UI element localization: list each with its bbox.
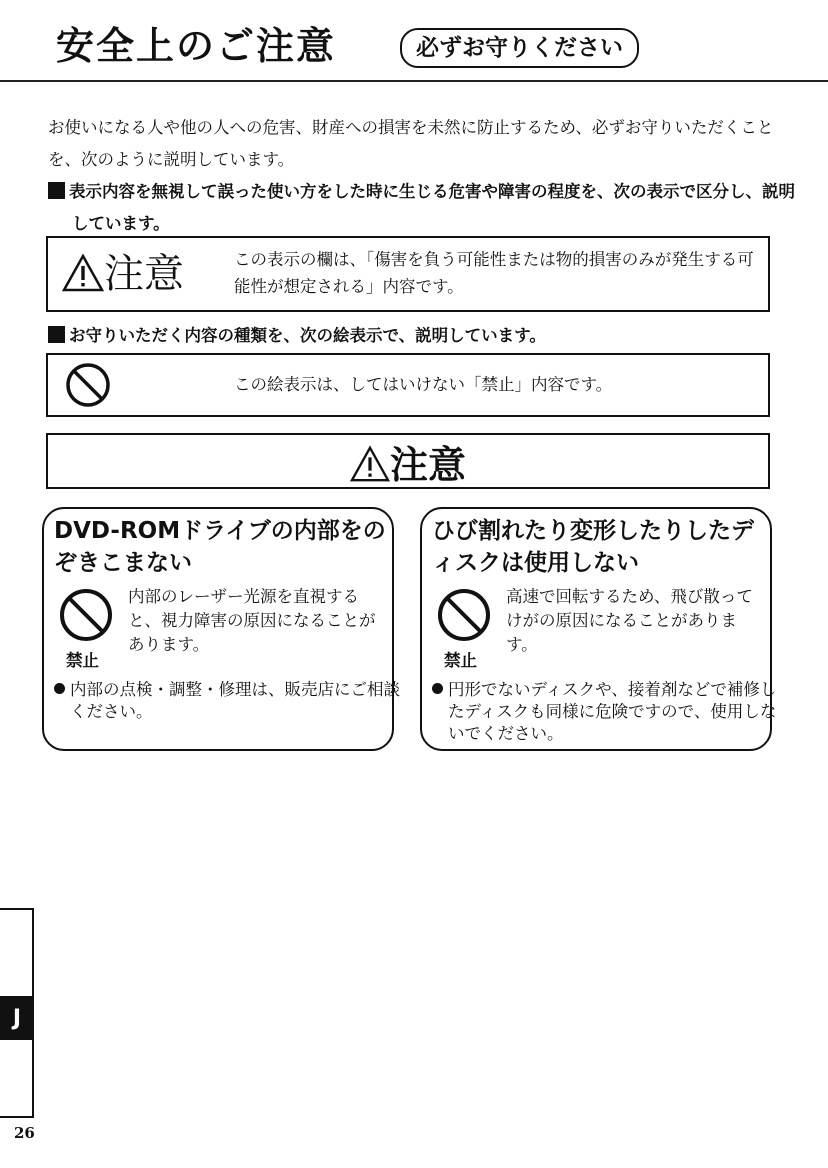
side-tab-upper — [0, 908, 34, 998]
caution-legend-heading — [62, 246, 184, 302]
caution-card-disc — [420, 507, 777, 751]
square-bullet-icon — [48, 182, 65, 199]
caution-banner-heading — [350, 434, 466, 489]
prohibition-icon — [58, 587, 114, 643]
prohibition-legend-box — [46, 353, 770, 417]
section-severity-text: 表示内容を無視して誤った使い方をした時に生じる危害や障害の程度を、次の表示で区分し、説明しています。 — [69, 182, 795, 233]
card-note — [54, 679, 406, 723]
card-note-text: 円形でないディスクや、接着剤などで補修したディスクも同様に危険ですので、使用しないでください。 — [448, 680, 777, 743]
warning-triangle-icon — [62, 253, 104, 293]
caution-card-laser — [42, 507, 400, 751]
language-tab-j: J — [0, 998, 34, 1038]
section-symbol-types — [48, 320, 802, 352]
side-tab-lower — [0, 1038, 34, 1118]
prohibition-icon — [436, 587, 492, 643]
prohibition-icon — [64, 361, 112, 409]
card-note — [432, 679, 784, 745]
caution-legend-description: この表示の欄は、「傷害を負う可能性または物的損害のみが発生する可能性が想定される」内容です。 — [234, 250, 754, 296]
bullet-dot-icon — [54, 683, 65, 694]
card-note-text: 内部の点検・調整・修理は、販売店にご相談ください。 — [70, 680, 400, 721]
prohibited-label: 禁止 — [444, 651, 477, 670]
card-description: 内部のレーザー光源を直視すると、視力障害の原因になることがあります。 — [128, 587, 376, 654]
page-title: 安全上のご注意 — [56, 24, 337, 68]
card-description: 高速で回転するため、飛び散ってけがの原因になることがあります。 — [506, 587, 753, 654]
caution-banner — [46, 433, 770, 489]
square-bullet-icon — [48, 326, 65, 343]
must-observe-badge: 必ずお守りください — [400, 28, 639, 68]
prohibition-legend-description: この絵表示は、してはいけない「禁止」内容です。 — [234, 375, 613, 394]
caution-legend-label: 注意 — [104, 251, 184, 297]
intro-paragraph: お使いになる人や他の人への危害、財産への損害を未然に防止するため、必ずお守りいただくことを、次のように説明しています。 — [48, 118, 774, 169]
section-severity — [48, 176, 802, 240]
section-symbol-types-text: お守りいただく内容の種類を、次の絵表示で、説明しています。 — [69, 326, 546, 345]
bullet-dot-icon — [432, 683, 443, 694]
prohibited-label: 禁止 — [66, 651, 99, 670]
caution-banner-label: 注意 — [389, 442, 466, 487]
card-title: ひび割れたり変形したりしたディスクは使用しない — [432, 518, 754, 576]
page-number: 26 — [14, 1124, 35, 1142]
warning-triangle-icon — [350, 445, 390, 483]
header-divider — [0, 80, 828, 82]
card-title: DVD-ROMドライブの内部をのぞきこまない — [54, 518, 386, 576]
caution-legend-box — [46, 236, 770, 312]
